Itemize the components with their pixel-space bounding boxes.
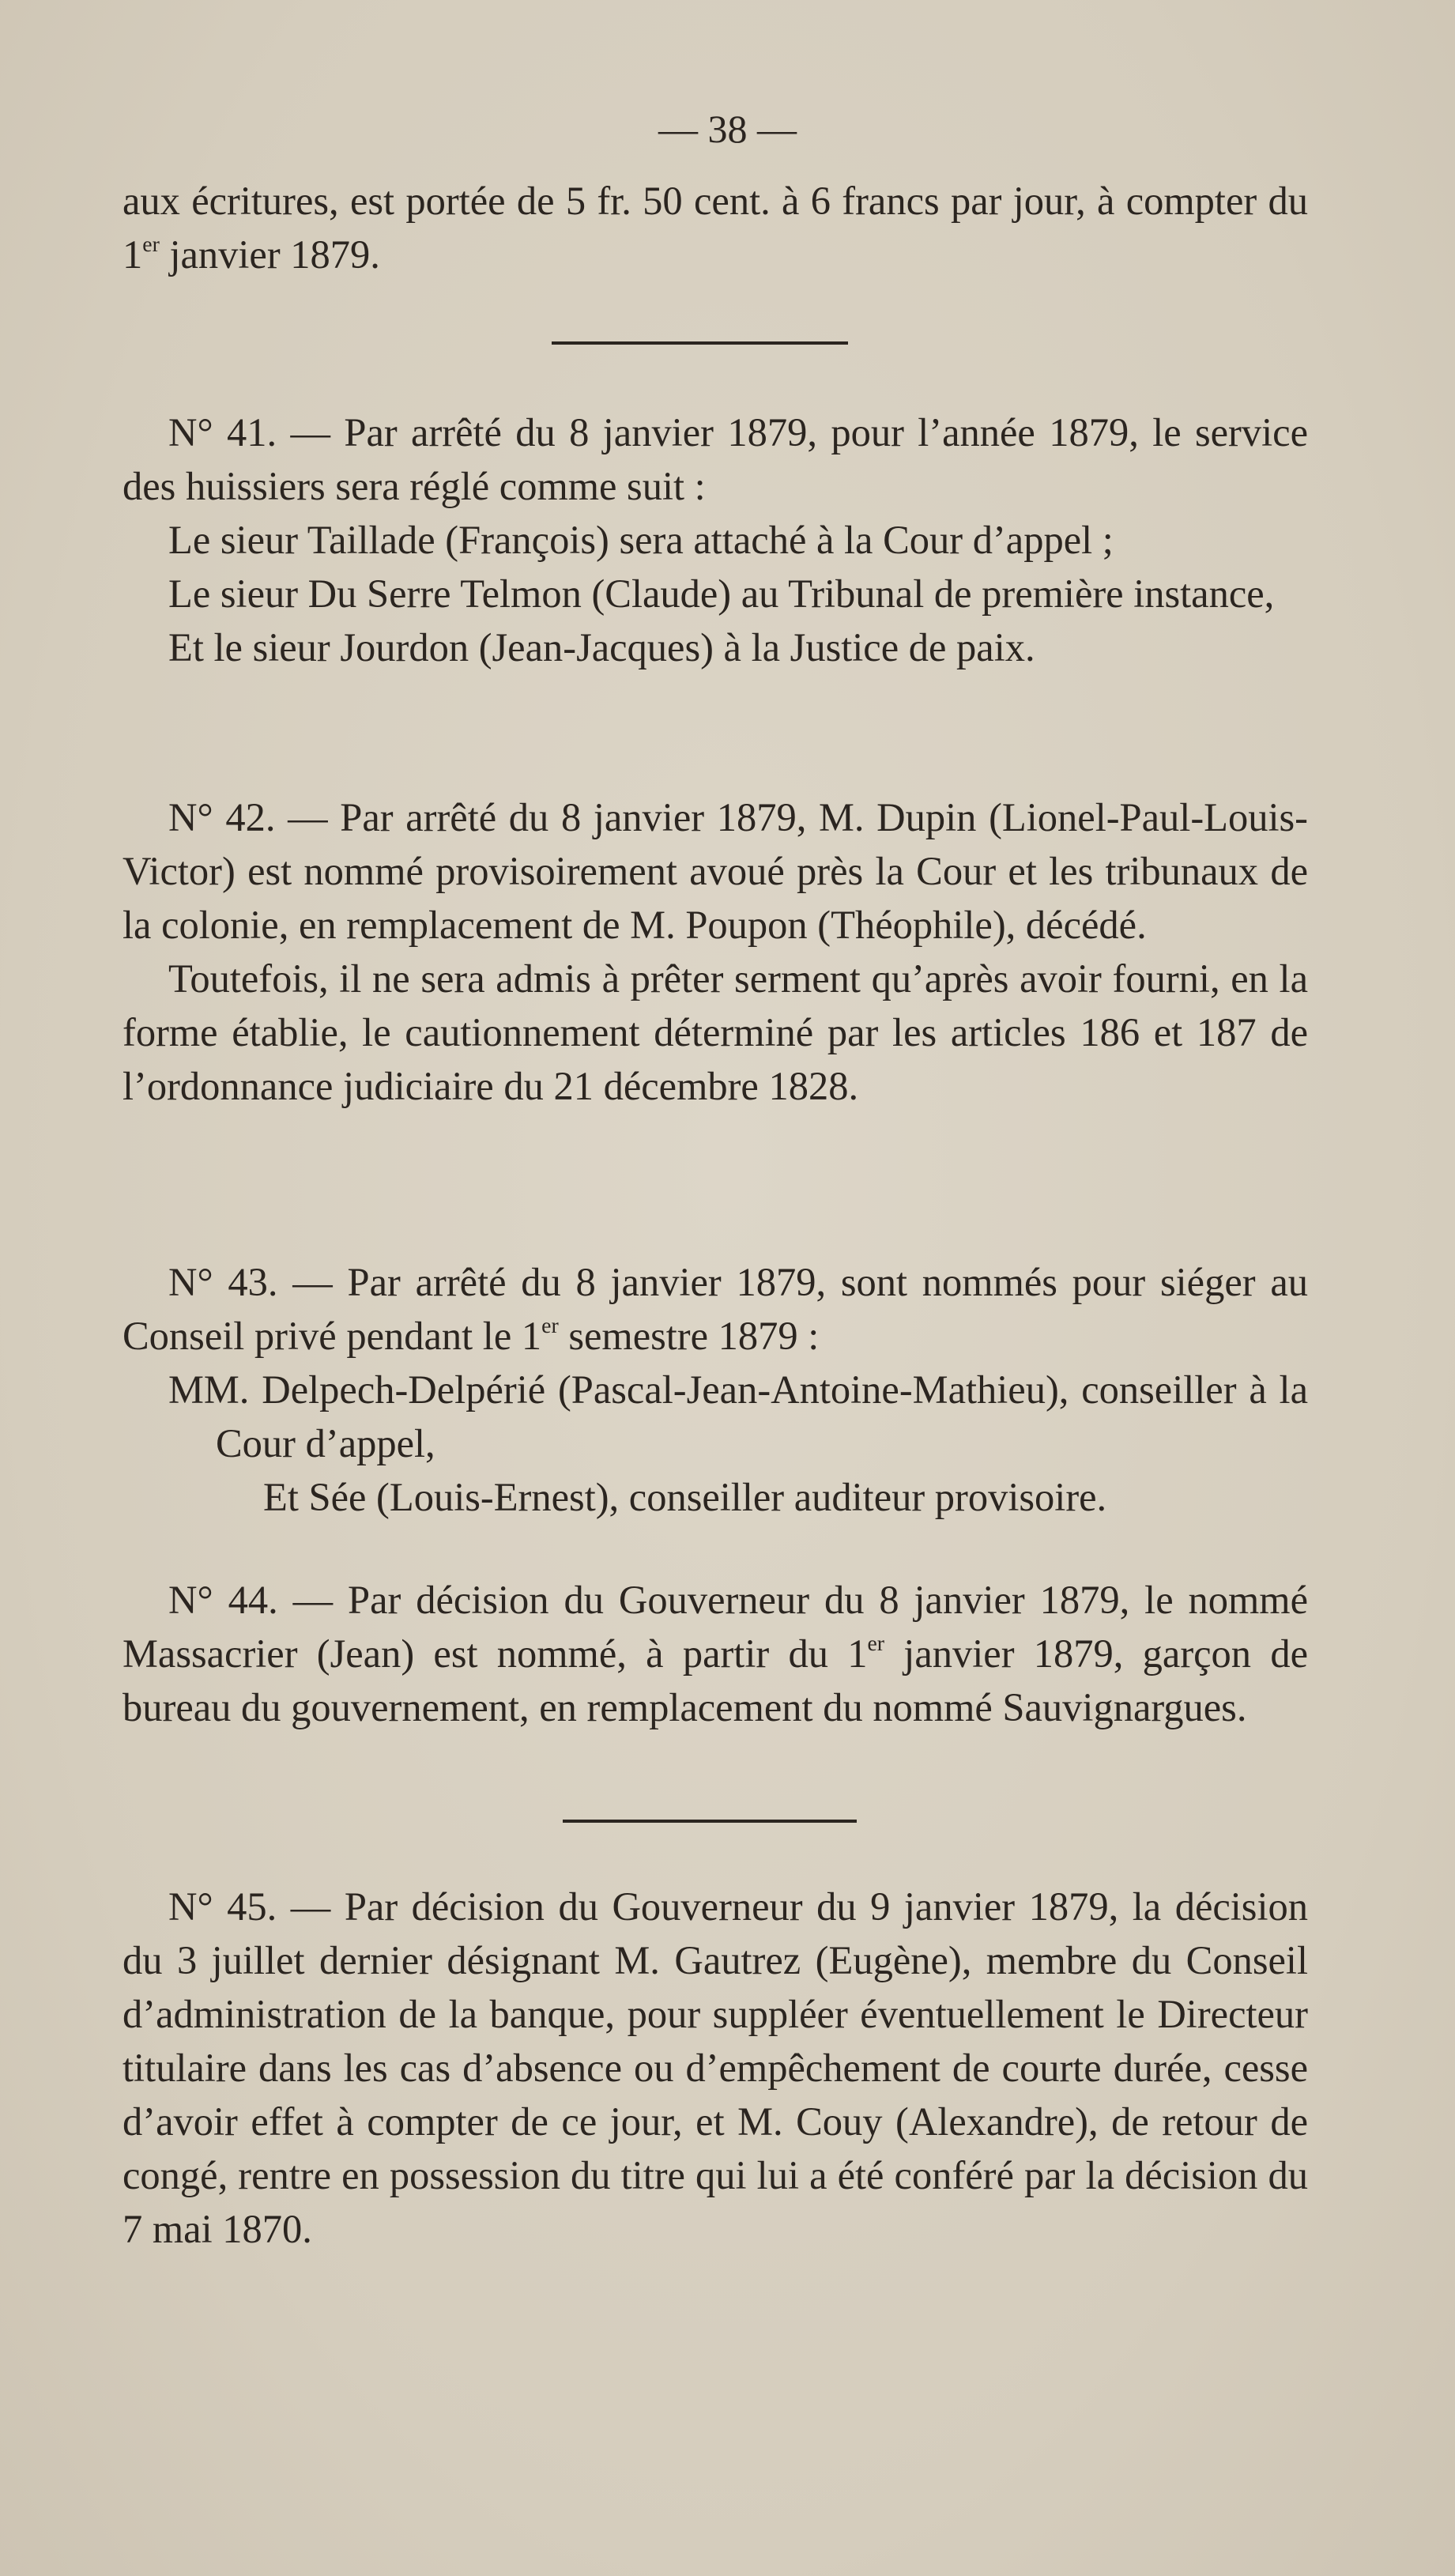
item-41-line-1: Le sieur Taillade (François) sera attaché à la Cour d’appel ; (168, 518, 1114, 562)
item-43-intro-end: semestre 1879 : (558, 1314, 820, 1358)
item-43 (123, 1255, 1308, 1524)
item-43-superscript: er (541, 1314, 559, 1339)
item-43-intro-text: N° 43. — Par arrêté du 8 janvier 1879, sont nommés pour siéger au Conseil privé pendant le 1 (123, 1260, 1308, 1358)
item-41-intro: N° 41. — Par arrêté du 8 janvier 1879, pour l’année 1879, le service des huissiers sera réglé comme suit : (123, 410, 1308, 508)
item-45-paragraph: N° 45. — Par décision du Gouverneur du 9 janvier 1879, la décision du 3 juillet dernier désignant M. Gautrez (Eugène), membre du Conseil d’administration de la banque, pour suppléer éventuellement le Directeur titulaire dans les cas d’absence ou d’empêchement de courte durée, cesse d’avoir effet à compter de ce jour, et M. Couy (Alexandre), de retour de congé, rentre en possession du titre qui lui a été conféré par la décision du 7 mai 1870. (123, 1884, 1308, 2251)
item-41-line-2: Le sieur Du Serre Telmon (Claude) au Tribunal de première instance, (168, 571, 1275, 616)
continuation-paragraph (123, 174, 1308, 281)
item-41-line-3: Et le sieur Jourdon (Jean-Jacques) à la Justice de paix. (168, 625, 1035, 669)
item-44 (123, 1573, 1308, 1734)
section-divider-2 (563, 1820, 857, 1823)
item-42 (123, 790, 1308, 1113)
page-number: — 38 — (658, 107, 797, 151)
item-42-paragraph-1: N° 42. — Par arrêté du 8 janvier 1879, M. Dupin (Lionel-Paul-Louis-Victor) est nommé provisoirement avoué près la Cour et les tribunaux de la colonie, en remplacement de M. Poupon (Théophile), décédé. (123, 795, 1308, 947)
continuation-text-end: janvier 1879. (159, 232, 380, 277)
item-44-text-end: janvier 1879, garçon de bureau du gouvernement, en remplacement du nommé Sauvignargues. (123, 1631, 1308, 1729)
item-45 (123, 1880, 1308, 2256)
item-43-member-1: MM. Delpech-Delpérié (Pascal-Jean-Antoine-Mathieu), conseiller à la Cour d’appel, (168, 1367, 1308, 1465)
item-44-paragraph (123, 1573, 1308, 1734)
item-41 (123, 405, 1308, 674)
item-44-text: N° 44. — Par décision du Gouverneur du 8 janvier 1879, le nommé Massacrier (Jean) est nommé, à partir du 1 (123, 1578, 1308, 1676)
continuation-superscript: er (142, 232, 160, 258)
item-42-paragraph-2: Toutefois, il ne sera admis à prêter serment qu’après avoir fourni, en la forme établie, le cautionnement déterminé par les articles 186 et 187 de l’ordonnance judiciaire du 21 décembre 1828. (123, 956, 1308, 1108)
item-43-intro (123, 1255, 1308, 1363)
item-43-member-2: Et Sée (Louis-Ernest), conseiller auditeur provisoire. (263, 1475, 1107, 1519)
item-44-superscript: er (867, 1631, 885, 1657)
continuation-text: aux écritures, est portée de 5 fr. 50 cent. à 6 francs par jour, à compter du 1 (123, 179, 1308, 277)
section-divider (552, 341, 848, 345)
